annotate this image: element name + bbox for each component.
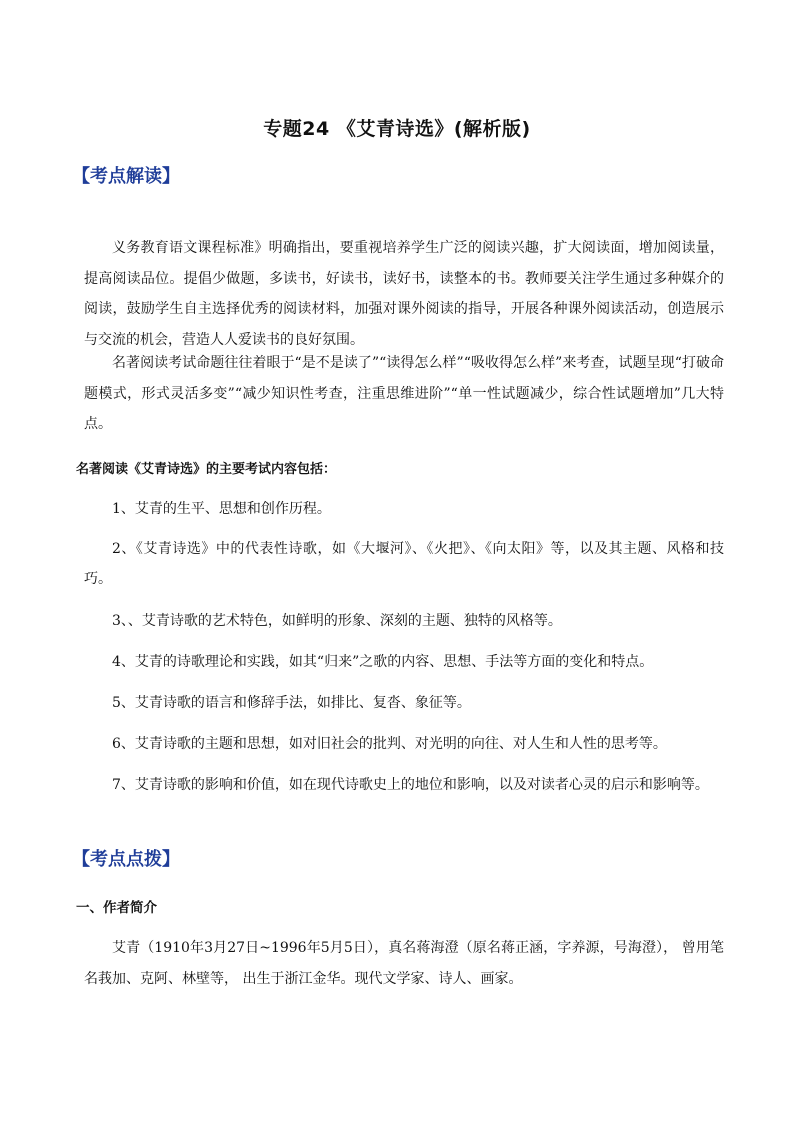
content-heading: 名著阅读《艾青诗选》的主要考试内容包括：: [76, 462, 337, 477]
intro-paragraph-2: 名著阅读考试命题往往着眼于“是不是读了”“读得怎么样”“吸收得怎么样”来考查，试题呈现“打破命题模式，形式灵活多变”“减少知识性考查，注重思维进阶”“单一性试题减少，综合性试题增加”几大特点。: [84, 355, 724, 432]
list-item: 7、艾青诗歌的影响和价值，如在现代诗歌史上的地位和影响，以及对读者心灵的启示和影响等。: [112, 777, 709, 793]
list-item: 4、艾青的诗歌理论和实践，如其“归来”之歌的内容、思想、手法等方面的变化和特点。: [112, 654, 654, 670]
section-heading-kaodian-jiedu: 【考点解读】: [72, 166, 180, 187]
list-item: 3、、艾青诗歌的艺术特色，如鲜明的形象、深刻的主题、独特的风格等。: [112, 613, 562, 629]
author-paragraph: 艾青（1910年3月27日~1996年5月5日），真名蒋海澄（原名蒋正涵，字养源，号海澄）， 曾用笔名莪加、克阿、林壁等， 出生于浙江金华。现代文学家、诗人、画家。: [84, 940, 724, 987]
list-item: 6、艾青诗歌的主题和思想，如对旧社会的批判、对光明的向往、对人生和人性的思考等。: [112, 736, 667, 752]
subsection-heading-author: 一、作者简介: [76, 900, 157, 916]
section-heading-kaodian-dianbo: 【考点点拨】: [72, 849, 180, 870]
document-title: 专题24 《艾青诗选》(解析版): [263, 118, 531, 140]
list-item: 5、艾青诗歌的语言和修辞手法，如排比、复沓、象征等。: [112, 695, 471, 711]
list-item: 1、艾青的生平、思想和创作历程。: [112, 501, 331, 517]
intro-paragraph-1: 义务教育语文课程标准》明确指出，要重视培养学生广泛的阅读兴趣，扩大阅读面，增加阅读量，提高阅读品位。提倡少做题，多读书，好读书，读好书，读整本的书。教师要关注学生通过多种媒介的阅读，鼓励学生自主选择优秀的阅读材料，加强对课外阅读的指导，开展各种课外阅读活动，创造展示与交流的机会，营造人人爱读书的良好氛围。: [84, 240, 724, 348]
list-item: 2、《艾青诗选》中的代表性诗歌，如《大堰河》、《火把》、《向太阳》等，以及其主题、风格和技巧。: [84, 541, 724, 587]
